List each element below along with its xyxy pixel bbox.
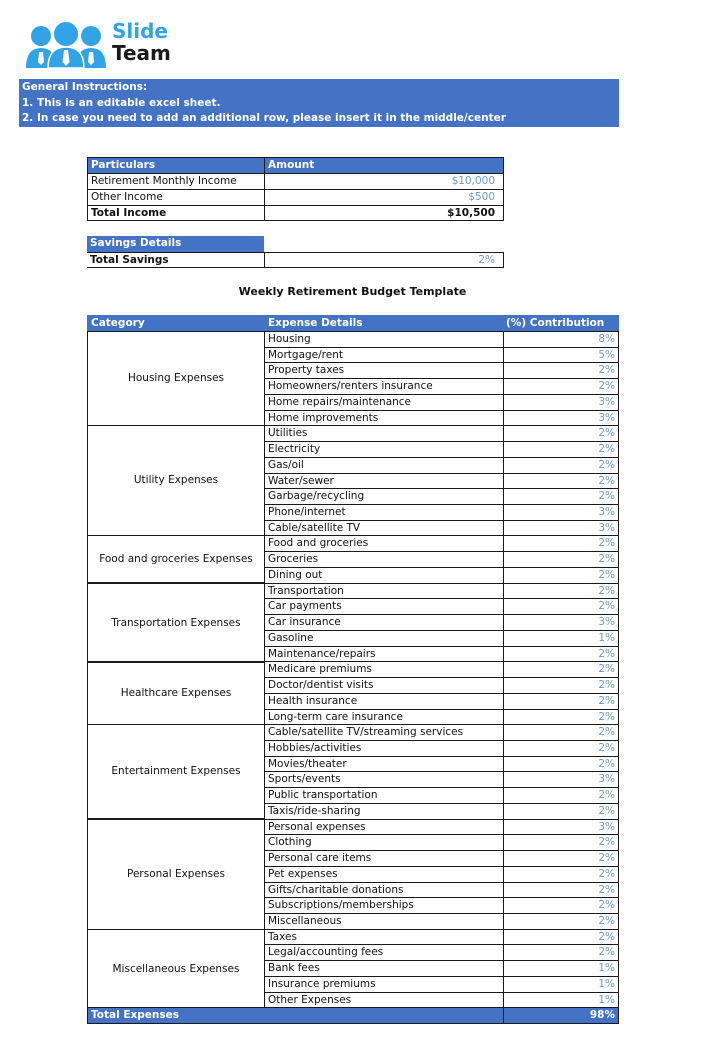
expense-detail: Bank fees	[264, 960, 504, 977]
contribution-input[interactable]: 2%	[503, 787, 619, 804]
contribution-input[interactable]: 2%	[503, 583, 619, 599]
expense-detail: Doctor/dentist visits	[264, 677, 504, 694]
contribution-input[interactable]: 2%	[503, 362, 619, 379]
instructions-heading: General Instructions:	[22, 81, 148, 93]
instruction-line: 1. This is an editable excel sheet.	[22, 96, 221, 109]
income-amount-input[interactable]: $10,000	[264, 173, 504, 190]
budget-title: Weekly Retirement Budget Template	[238, 285, 467, 298]
expense-detail: Personal care items	[264, 850, 504, 867]
expense-detail: Subscriptions/memberships	[264, 897, 504, 914]
total-expenses-label: Total Expenses	[87, 1007, 504, 1024]
contribution-input[interactable]: 1%	[503, 992, 619, 1008]
expense-detail: Legal/accounting fees	[264, 944, 504, 961]
income-label: Other Income	[87, 189, 265, 206]
contribution-input[interactable]: 2%	[503, 646, 619, 662]
contribution-input[interactable]: 2%	[503, 913, 619, 930]
expense-detail: Movies/theater	[264, 756, 504, 772]
category-cell: Miscellaneous Expenses	[87, 929, 265, 1009]
contribution-input[interactable]: 8%	[503, 331, 619, 348]
contribution-input[interactable]: 2%	[503, 488, 619, 505]
expense-detail: Mortgage/rent	[264, 347, 504, 363]
expense-detail: Other Expenses	[264, 992, 504, 1008]
contribution-input[interactable]: 2%	[503, 740, 619, 757]
category-cell: Entertainment Expenses	[87, 724, 265, 819]
expense-detail: Long-term care insurance	[264, 709, 504, 725]
logo-text-slide: Slide	[112, 19, 168, 43]
contribution-input[interactable]: 1%	[503, 976, 619, 993]
contribution-input[interactable]: 2%	[503, 709, 619, 725]
contribution-input[interactable]: 2%	[503, 834, 619, 851]
contribution-input[interactable]: 2%	[503, 535, 619, 552]
slideteam-logo	[24, 18, 194, 72]
expense-detail: Car insurance	[264, 614, 504, 631]
contribution-input[interactable]: 2%	[503, 850, 619, 867]
expense-detail: Hobbies/activities	[264, 740, 504, 757]
expense-detail: Home repairs/maintenance	[264, 394, 504, 411]
expense-detail: Gasoline	[264, 630, 504, 647]
savings-header: Savings Details	[87, 236, 264, 252]
category-cell: Healthcare Expenses	[87, 661, 265, 725]
contribution-input[interactable]: 2%	[503, 693, 619, 710]
contribution-input[interactable]: 2%	[503, 441, 619, 458]
total-savings-input[interactable]: 2%	[264, 252, 504, 268]
contribution-input[interactable]: 2%	[503, 677, 619, 694]
contribution-input[interactable]: 2%	[503, 661, 619, 678]
instruction-line: 2. In case you need to add an additional row, please insert it in the middle/center	[22, 112, 506, 125]
category-cell: Housing Expenses	[87, 331, 265, 426]
contribution-input[interactable]: 2%	[503, 803, 619, 820]
contribution-input[interactable]: 2%	[503, 425, 619, 442]
contribution-input[interactable]: 2%	[503, 551, 619, 568]
total-income-value: $10,500	[264, 205, 504, 221]
expense-detail: Clothing	[264, 834, 504, 851]
contribution-input[interactable]: 3%	[503, 614, 619, 631]
expense-detail: Electricity	[264, 441, 504, 458]
contribution-input[interactable]: 2%	[503, 378, 619, 395]
expense-detail: Insurance premiums	[264, 976, 504, 993]
expense-detail: Groceries	[264, 551, 504, 568]
people-team-icon	[24, 22, 108, 68]
logo-text-team: Team	[112, 41, 171, 65]
contribution-input[interactable]: 3%	[503, 410, 619, 426]
expense-detail: Public transportation	[264, 787, 504, 804]
contribution-input[interactable]: 5%	[503, 347, 619, 363]
header-expense-details: Expense Details	[264, 315, 504, 331]
expense-detail: Taxes	[264, 929, 504, 945]
expense-detail: Cable/satellite TV	[264, 520, 504, 536]
contribution-input[interactable]: 3%	[503, 394, 619, 411]
contribution-input[interactable]: 2%	[503, 929, 619, 945]
expense-detail: Car payments	[264, 598, 504, 615]
expense-detail: Maintenance/repairs	[264, 646, 504, 662]
category-cell: Utility Expenses	[87, 425, 265, 536]
header-contribution: (%) Contribution	[503, 315, 619, 331]
expense-detail: Food and groceries	[264, 535, 504, 552]
total-expenses-value: 98%	[503, 1007, 619, 1024]
income-amount-input[interactable]: $500	[264, 189, 504, 206]
contribution-input[interactable]: 2%	[503, 944, 619, 961]
expense-detail: Transportation	[264, 583, 504, 599]
expense-detail: Utilities	[264, 425, 504, 442]
contribution-input[interactable]: 2%	[503, 567, 619, 584]
expense-detail: Property taxes	[264, 362, 504, 379]
contribution-input[interactable]: 2%	[503, 598, 619, 615]
expense-detail: Phone/internet	[264, 504, 504, 521]
expense-detail: Housing	[264, 331, 504, 348]
contribution-input[interactable]: 2%	[503, 756, 619, 772]
total-income-label: Total Income	[87, 205, 265, 221]
expense-detail: Gas/oil	[264, 457, 504, 474]
expense-detail: Sports/events	[264, 771, 504, 788]
category-cell: Food and groceries Expenses	[87, 535, 265, 583]
contribution-input[interactable]: 3%	[503, 520, 619, 536]
expense-detail: Water/sewer	[264, 473, 504, 489]
contribution-input[interactable]: 1%	[503, 960, 619, 977]
category-cell: Transportation Expenses	[87, 583, 265, 663]
expense-detail: Garbage/recycling	[264, 488, 504, 505]
contribution-input[interactable]: 2%	[503, 457, 619, 474]
expense-detail: Gifts/charitable donations	[264, 882, 504, 898]
expense-detail: Health insurance	[264, 693, 504, 710]
income-header-particulars: Particulars	[87, 157, 265, 174]
income-label: Retirement Monthly Income	[87, 173, 265, 190]
header-category: Category	[87, 315, 265, 331]
expense-detail: Miscellaneous	[264, 913, 504, 930]
contribution-input[interactable]: 2%	[503, 724, 619, 741]
expense-detail: Personal expenses	[264, 819, 504, 835]
income-header-amount: Amount	[264, 157, 504, 174]
expense-detail: Dining out	[264, 567, 504, 584]
total-savings-label: Total Savings	[87, 252, 265, 268]
expense-detail: Home improvements	[264, 410, 504, 426]
contribution-input[interactable]: 2%	[503, 473, 619, 489]
expense-detail: Medicare premiums	[264, 661, 504, 678]
expense-detail: Cable/satellite TV/streaming services	[264, 724, 504, 741]
contribution-input[interactable]: 3%	[503, 504, 619, 521]
contribution-input[interactable]: 3%	[503, 819, 619, 835]
category-cell: Personal Expenses	[87, 819, 265, 930]
instructions-banner	[19, 79, 619, 127]
contribution-input[interactable]: 3%	[503, 771, 619, 788]
expense-detail: Taxis/ride-sharing	[264, 803, 504, 820]
contribution-input[interactable]: 2%	[503, 866, 619, 883]
expense-detail: Homeowners/renters insurance	[264, 378, 504, 395]
contribution-input[interactable]: 1%	[503, 630, 619, 647]
contribution-input[interactable]: 2%	[503, 897, 619, 914]
expense-detail: Pet expenses	[264, 866, 504, 883]
contribution-input[interactable]: 2%	[503, 882, 619, 898]
